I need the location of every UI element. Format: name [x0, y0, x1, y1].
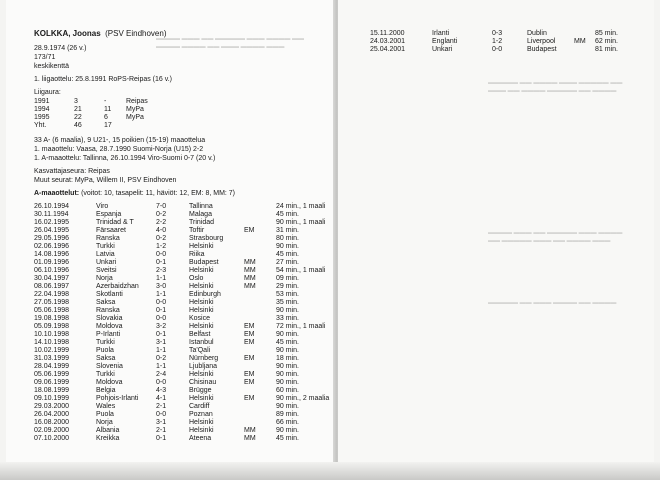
league-season: Yht. [34, 122, 47, 129]
match-venue: Poznan [189, 411, 213, 418]
league-season: 1994 [34, 106, 50, 113]
match-venue: Budapest [189, 259, 219, 266]
league-club: MyPa [126, 106, 144, 113]
match-row [34, 379, 334, 387]
match-minutes: 90 min., 2 maalia [276, 395, 330, 402]
match-opponent: Kreikka [96, 435, 120, 442]
match-minutes: 18 min. [276, 355, 299, 362]
player-name: KOLKKA, Joonas (PSV Eindhoven) [34, 29, 167, 38]
match-score: 0-2 [156, 235, 167, 242]
league-games: 3 [74, 98, 78, 105]
match-date: 30.04.1997 [34, 275, 70, 282]
match-date: 26.10.1994 [34, 203, 70, 210]
match-venue: Helsinki [189, 427, 214, 434]
match-venue: Belfast [189, 331, 211, 338]
match-competition: MM [574, 38, 586, 45]
match-score: 4-0 [156, 227, 167, 234]
match-date: 25.04.2001 [370, 46, 406, 53]
match-venue: Helsinki [189, 419, 214, 426]
match-date: 27.05.1998 [34, 299, 70, 306]
match-minutes: 54 min., 1 maali [276, 267, 326, 274]
match-score: 2-2 [156, 219, 167, 226]
match-venue: Helsinki [189, 307, 214, 314]
match-minutes: 81 min. [595, 46, 618, 53]
match-venue: Toftir [189, 227, 205, 234]
match-row [34, 219, 334, 227]
match-score: 0-1 [156, 435, 167, 442]
match-opponent: Viro [96, 203, 109, 210]
match-date: 10.02.1999 [34, 347, 70, 354]
match-opponent: Ranska [96, 235, 120, 242]
match-date: 14.10.1998 [34, 339, 70, 346]
match-score: 1-1 [156, 363, 167, 370]
match-row [34, 315, 334, 323]
match-venue: Helsinki [189, 243, 214, 250]
match-minutes: 45 min. [276, 435, 299, 442]
show-through-right: ▬▬▬▬▬ ▬▬ ▬▬▬▬ ▬▬▬ ▬▬▬▬▬ ▬▬ [488, 80, 623, 86]
match-row [34, 291, 334, 299]
height-weight: 173/71 [34, 54, 56, 61]
match-competition: EM [244, 355, 255, 362]
match-row [34, 299, 334, 307]
match-row [34, 267, 334, 275]
league-label: Liigaura: [34, 89, 61, 96]
match-opponent: Norja [96, 275, 113, 282]
match-score: 0-3 [492, 30, 503, 37]
match-venue: Helsinki [189, 395, 214, 402]
match-opponent: Moldova [96, 379, 123, 386]
match-competition: EM [244, 323, 255, 330]
match-row [34, 371, 334, 379]
match-score: 0-0 [156, 315, 167, 322]
match-score: 4-1 [156, 395, 167, 402]
birth-date: 28.9.1974 (26 v.) [34, 45, 87, 52]
match-opponent: Wales [96, 403, 116, 410]
match-competition: MM [244, 275, 256, 282]
match-competition: EM [244, 227, 255, 234]
match-row [34, 283, 334, 291]
match-date: 05.09.1998 [34, 323, 70, 330]
match-venue: Liverpool [527, 38, 556, 45]
match-opponent: Englanti [432, 38, 458, 45]
match-venue: Malaga [189, 211, 212, 218]
match-minutes: 90 min. [276, 371, 299, 378]
match-minutes: 90 min. [276, 307, 299, 314]
match-minutes: 09 min. [276, 275, 299, 282]
league-season: 1991 [34, 98, 50, 105]
match-score: 7-0 [156, 203, 167, 210]
match-minutes: 27 min. [276, 259, 299, 266]
match-score: 4-3 [156, 387, 167, 394]
match-date: 15.11.2000 [370, 30, 405, 37]
match-venue: Edinburgh [189, 291, 221, 298]
match-opponent: Slovakia [96, 315, 123, 322]
position: keskikenttä [34, 63, 70, 70]
match-competition: MM [244, 283, 256, 290]
match-row [34, 395, 334, 403]
match-score: 0-1 [156, 307, 167, 314]
match-venue: Trinidad [189, 219, 215, 226]
match-opponent: Unkari [432, 46, 453, 53]
match-date: 31.03.1999 [34, 355, 70, 362]
match-score: 2-4 [156, 371, 167, 378]
match-minutes: 90 min. [276, 243, 299, 250]
match-minutes: 31 min. [276, 227, 299, 234]
match-competition: EM [244, 379, 255, 386]
match-minutes: 45 min. [276, 251, 299, 258]
intl-line-1: 33 A- (6 maalia), 9 U21-, 15 poikien (15-19) maaottelua [34, 137, 206, 144]
match-competition: EM [244, 331, 255, 338]
match-row [34, 203, 334, 211]
match-row [34, 355, 334, 363]
other-clubs: Muut seurat: MyPa, Willem II, PSV Eindhoven [34, 177, 177, 184]
match-row [34, 211, 334, 219]
match-row [34, 419, 334, 427]
league-row [34, 106, 234, 114]
match-competition: EM [244, 395, 255, 402]
match-competition: MM [244, 435, 256, 442]
match-venue: Ljubljana [189, 363, 218, 370]
match-date: 05.06.1998 [34, 307, 70, 314]
league-goals: 17 [104, 122, 112, 129]
match-score: 0-2 [156, 211, 167, 218]
match-opponent: Färsaaret [96, 227, 126, 234]
match-row [34, 251, 334, 259]
match-score: 2-3 [156, 267, 167, 274]
match-minutes: 35 min. [276, 299, 299, 306]
match-row [34, 323, 334, 331]
match-score: 0-1 [156, 331, 167, 338]
match-opponent: Latvia [96, 251, 115, 258]
match-opponent: Sveitsi [96, 267, 117, 274]
match-row [370, 38, 640, 46]
match-row [34, 331, 334, 339]
match-minutes: 24 min., 1 maali [276, 203, 326, 210]
match-row [34, 259, 334, 267]
show-through-right-5: ▬▬▬▬▬ ▬▬ ▬▬▬ ▬▬▬▬ ▬▬ ▬▬▬▬ [488, 300, 617, 306]
match-date: 26.04.2000 [34, 411, 70, 418]
match-score: 0-0 [156, 299, 167, 306]
league-games: 22 [74, 114, 82, 121]
match-score: 3-0 [156, 283, 167, 290]
match-minutes: 90 min. [276, 331, 299, 338]
match-venue: Helsinki [189, 323, 214, 330]
page-bottom-edge [0, 462, 660, 480]
match-date: 02.06.1996 [34, 243, 70, 250]
match-competition: EM [244, 371, 255, 378]
match-minutes: 66 min. [276, 419, 299, 426]
match-score: 3-1 [156, 339, 167, 346]
league-goals: 11 [104, 106, 112, 113]
match-minutes: 45 min. [276, 211, 299, 218]
match-minutes: 53 min. [276, 291, 299, 298]
league-row [34, 114, 234, 122]
match-venue: Ateena [189, 435, 212, 442]
league-goals: - [104, 98, 107, 105]
match-minutes: 29 min. [276, 283, 299, 290]
match-venue: Cardiff [189, 403, 210, 410]
match-venue: Nürnberg [189, 355, 219, 362]
match-date: 29.05.1996 [34, 235, 70, 242]
match-opponent: Unkari [96, 259, 117, 266]
match-venue: Helsinki [189, 283, 214, 290]
match-date: 14.08.1996 [34, 251, 70, 258]
match-venue: Strasbourg [189, 235, 224, 242]
match-venue: Ta'Qali [189, 347, 211, 354]
a-matches-table [34, 203, 334, 443]
match-minutes: 90 min., 1 maali [276, 219, 326, 226]
match-opponent: Turkki [96, 371, 115, 378]
match-opponent: Skotlanti [96, 291, 123, 298]
match-opponent: Turkki [96, 339, 115, 346]
match-competition: EM [244, 339, 255, 346]
match-competition: MM [244, 427, 256, 434]
match-row [34, 435, 334, 443]
league-row [34, 122, 234, 130]
match-date: 16.02.1995 [34, 219, 70, 226]
match-minutes: 60 min. [276, 387, 299, 394]
match-date: 09.10.1999 [34, 395, 70, 402]
match-opponent: Pohjois-Irlanti [96, 395, 139, 402]
match-venue: Budapest [527, 46, 557, 53]
match-venue: Helsinki [189, 267, 214, 274]
match-minutes: 72 min., 1 maali [276, 323, 326, 330]
match-venue: Tallinna [189, 203, 213, 210]
match-minutes: 90 min. [276, 403, 299, 410]
league-club: MyPa [126, 114, 144, 121]
match-venue: Istanbul [189, 339, 214, 346]
match-venue: Dublin [527, 30, 547, 37]
match-row [370, 30, 640, 38]
match-date: 16.08.2000 [34, 419, 70, 426]
match-score: 1-1 [156, 347, 167, 354]
match-minutes: 85 min. [595, 30, 618, 37]
match-minutes: 62 min. [595, 38, 618, 45]
match-venue: Helsinki [189, 371, 214, 378]
match-minutes: 90 min. [276, 379, 299, 386]
match-opponent: Ranska [96, 307, 120, 314]
match-score: 0-0 [156, 251, 167, 258]
match-venue: Brügge [189, 387, 212, 394]
match-opponent: Norja [96, 419, 113, 426]
match-date: 28.04.1999 [34, 363, 70, 370]
match-minutes: 90 min. [276, 363, 299, 370]
league-games: 21 [74, 106, 82, 113]
match-score: 1-1 [156, 291, 167, 298]
match-score: 2-1 [156, 427, 167, 434]
match-date: 02.09.2000 [34, 427, 70, 434]
match-opponent: Slovenia [96, 363, 123, 370]
match-opponent: Saksa [96, 299, 116, 306]
match-opponent: Moldova [96, 323, 123, 330]
match-date: 24.03.2001 [370, 38, 406, 45]
match-score: 0-1 [156, 259, 167, 266]
match-opponent: Puola [96, 411, 114, 418]
league-games: 46 [74, 122, 82, 129]
match-row [34, 427, 334, 435]
match-competition: MM [244, 259, 256, 266]
match-opponent: Espanja [96, 211, 122, 218]
match-opponent: Azerbaidzhan [96, 283, 139, 290]
show-through-right-2: ▬▬▬ ▬▬ ▬▬▬▬ ▬▬▬▬▬ ▬▬ ▬▬▬▬ [488, 88, 617, 94]
match-opponent: Albania [96, 427, 120, 434]
youth-club: Kasvattajaseura: Reipas [34, 168, 110, 175]
league-table [34, 98, 234, 130]
match-row [34, 411, 334, 419]
league-goals: 6 [104, 114, 108, 121]
match-row [34, 275, 334, 283]
a-matches-heading: A-maaottelut: (voitot: 10, tasapelit: 11, häviöt: 12, EM: 8, MM: 7) [34, 190, 236, 197]
right-page [338, 0, 654, 480]
match-opponent: Belgia [96, 387, 116, 394]
match-minutes: 33 min. [276, 315, 299, 322]
match-minutes: 90 min. [276, 347, 299, 354]
match-score: 3-1 [156, 419, 167, 426]
match-date: 22.04.1998 [34, 291, 70, 298]
match-row [34, 339, 334, 347]
left-page [6, 0, 336, 480]
match-venue: Riika [189, 251, 205, 258]
match-score: 1-1 [156, 275, 167, 282]
match-row [34, 227, 334, 235]
first-league-match: 1. liigaottelu: 25.8.1991 RoPS-Reipas (16 v.) [34, 76, 173, 83]
match-date: 19.08.1998 [34, 315, 70, 322]
match-venue: Chisinau [189, 379, 217, 386]
match-row [34, 363, 334, 371]
match-date: 08.06.1997 [34, 283, 70, 290]
match-minutes: 90 min. [276, 427, 299, 434]
match-opponent: Trinidad & T [96, 219, 134, 226]
match-date: 09.06.1999 [34, 379, 70, 386]
match-minutes: 89 min. [276, 411, 299, 418]
league-season: 1995 [34, 114, 50, 121]
match-date: 30.11.1994 [34, 211, 69, 218]
match-row [34, 235, 334, 243]
match-date: 01.09.1996 [34, 259, 70, 266]
match-opponent: Turkki [96, 243, 115, 250]
match-row [370, 46, 640, 54]
match-score: 0-0 [156, 379, 167, 386]
match-row [34, 387, 334, 395]
match-score: 1-2 [156, 243, 167, 250]
match-date: 18.08.1999 [34, 387, 70, 394]
intl-line-3: 1. A-maaottelu: Tallinna, 26.10.1994 Viro-Suomi 0-7 (20 v.) [34, 155, 216, 162]
match-row [34, 307, 334, 315]
match-date: 07.10.2000 [34, 435, 70, 442]
show-through-right-3: ▬▬▬▬ ▬▬▬ ▬▬ ▬▬▬▬▬ ▬▬▬ ▬▬▬▬ [488, 230, 623, 236]
intl-line-2: 1. maaottelu: Vaasa, 28.7.1990 Suomi-Norja (U15) 2-2 [34, 146, 204, 153]
match-date: 10.10.1998 [34, 331, 70, 338]
match-row [34, 347, 334, 355]
a-matches-table-continued [370, 30, 640, 54]
match-venue: Kosice [189, 315, 211, 322]
match-venue: Oslo [189, 275, 204, 282]
match-minutes: 80 min. [276, 235, 299, 242]
match-date: 06.10.1996 [34, 267, 70, 274]
match-score: 0-0 [156, 411, 167, 418]
match-opponent: Irlanti [432, 30, 450, 37]
match-opponent: Saksa [96, 355, 116, 362]
match-minutes: 45 min. [276, 339, 299, 346]
show-through-left-2: ▬▬▬▬ ▬▬▬▬ ▬▬ ▬▬▬ ▬▬▬▬ ▬▬▬ [156, 44, 285, 50]
match-row [34, 403, 334, 411]
match-score: 3-2 [156, 323, 167, 330]
league-club: Reipas [126, 98, 148, 105]
match-date: 05.06.1999 [34, 371, 70, 378]
match-score: 0-2 [156, 355, 167, 362]
match-opponent: Puola [96, 347, 114, 354]
match-score: 2-1 [156, 403, 167, 410]
match-date: 26.04.1995 [34, 227, 70, 234]
match-date: 29.03.2000 [34, 403, 70, 410]
show-through-left: ▬▬▬▬ ▬▬▬ ▬▬ ▬▬▬▬▬ ▬▬▬ ▬▬▬▬ ▬▬ [156, 36, 305, 42]
show-through-right-4: ▬▬ ▬▬▬▬▬ ▬▬▬ ▬▬ ▬▬▬▬ ▬▬▬ [488, 238, 611, 244]
league-row [34, 98, 234, 106]
match-competition: MM [244, 267, 256, 274]
match-opponent: P-Irlanti [96, 331, 121, 338]
match-score: 0-0 [492, 46, 503, 53]
match-score: 1-2 [492, 38, 503, 45]
match-venue: Helsinki [189, 299, 214, 306]
match-row [34, 243, 334, 251]
